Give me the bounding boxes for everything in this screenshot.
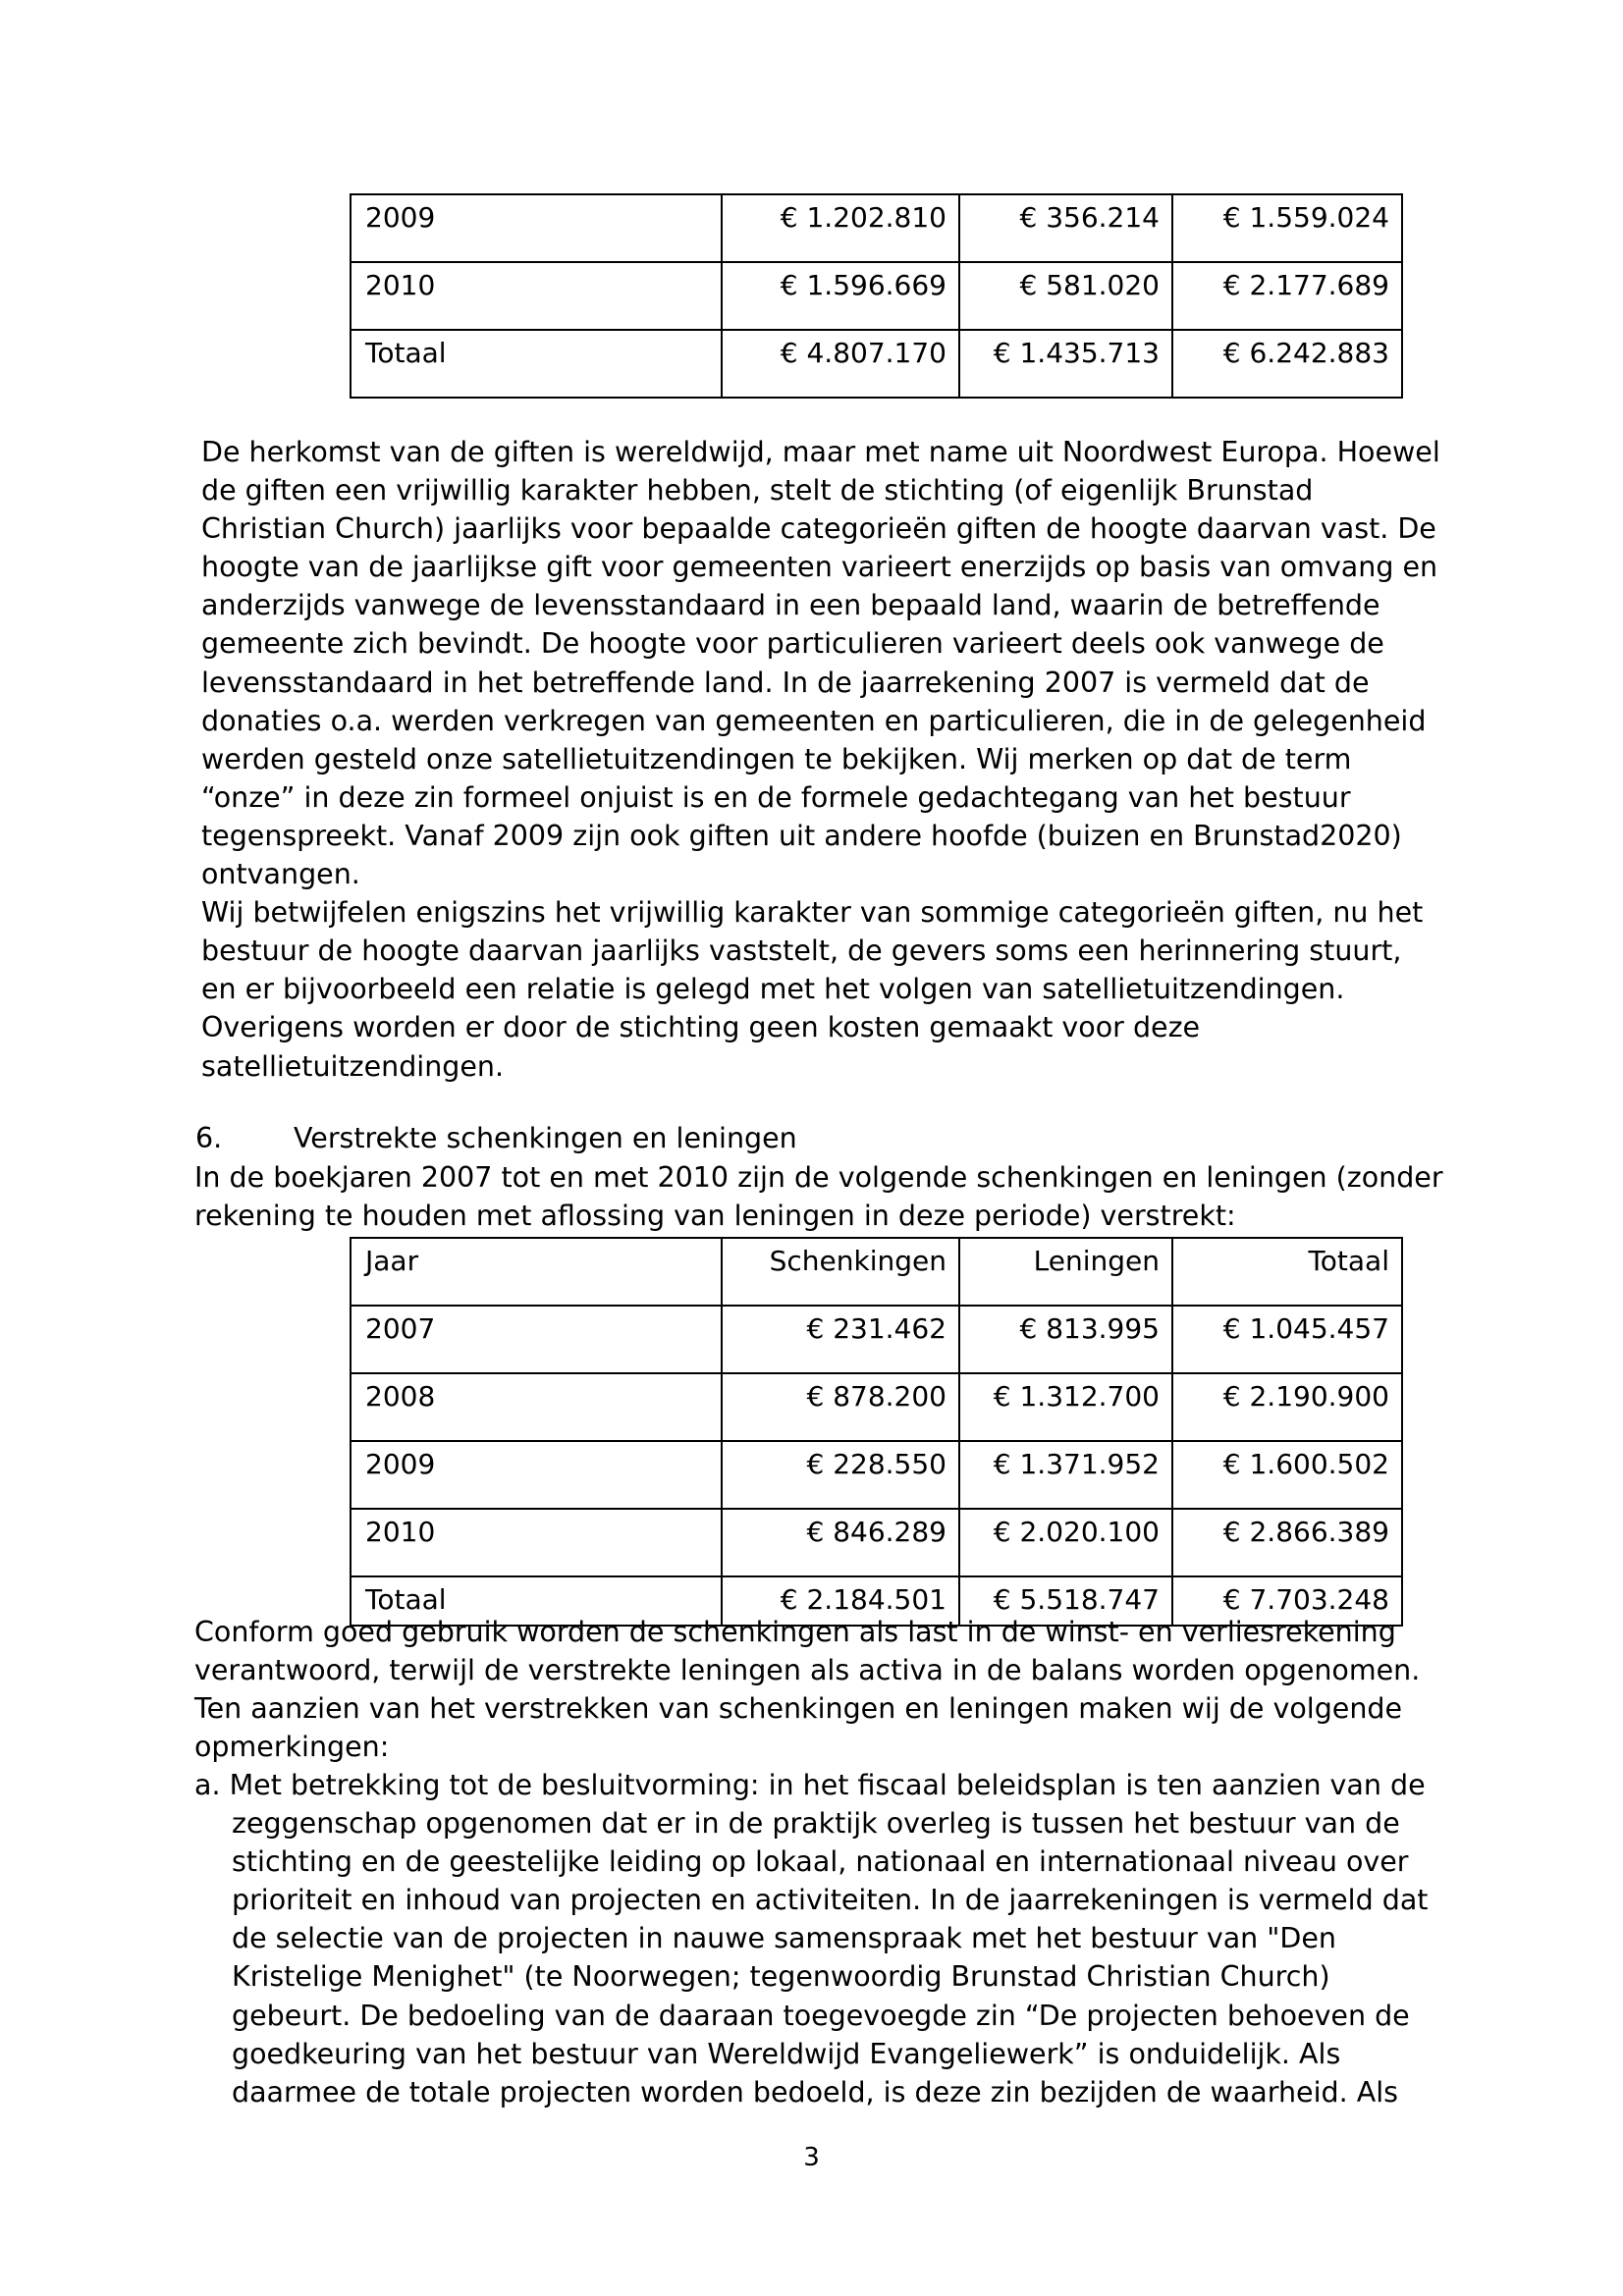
table-cell: 2010: [351, 262, 722, 330]
table-row: [351, 194, 1402, 262]
text-line: Conform goed gebruik worden de schenkingen als last in de winst- en verliesrekening: [194, 1616, 1396, 1648]
text-line: a. Met betrekking tot de besluitvorming: in het fiscaal beleidsplan is ten aanzien van de: [194, 1769, 1426, 1801]
text-line: stichting en de geestelijke leiding op lokaal, nationaal en internationaal niveau over: [232, 1845, 1409, 1879]
column-header: Schenkingen: [722, 1238, 959, 1306]
text-line: donaties o.a. werden verkregen van gemeenten en particulieren, die in de gelegenheid: [201, 704, 1427, 737]
table-cell: € 1.435.713: [959, 330, 1172, 398]
text-line: opmerkingen:: [194, 1731, 390, 1764]
text-line: zeggenschap opgenomen dat er in de praktijk overleg is tussen het bestuur van de: [232, 1807, 1400, 1841]
table-cell: € 1.596.669: [722, 262, 959, 330]
table-cell: € 581.020: [959, 262, 1172, 330]
page-number: 3: [803, 2143, 820, 2172]
text-line: verantwoord, terwijl de verstrekte leningen als activa in de balans worden opgenomen.: [194, 1654, 1421, 1687]
text-line: tegenspreekt. Vanaf 2009 zijn ook giften uit andere hoofde (buizen en Brunstad2020): [201, 819, 1402, 852]
text-line: levensstandaard in het betreffende land. In de jaarrekening 2007 is vermeld dat de: [201, 666, 1370, 699]
table-cell: € 1.045.457: [1172, 1306, 1402, 1373]
list-item-a: [194, 1766, 1428, 2111]
text-line: Kristelige Menighet" (te Noorwegen; tegenwoordig Brunstad Christian Church): [232, 1960, 1330, 1994]
table-cell: € 231.462: [722, 1306, 959, 1373]
text-line: daarmee de totale projecten worden bedoeld, is deze zin bezijden de waarheid. Als: [232, 2075, 1398, 2109]
table-cell: € 2.184.501: [722, 1576, 959, 1626]
table-cell: € 356.214: [959, 194, 1172, 262]
section-heading: [195, 1119, 797, 1157]
table-cell: € 2.020.100: [959, 1509, 1172, 1576]
text-line: satellietuitzendingen.: [201, 1049, 505, 1083]
table-header-row: [351, 1238, 1402, 1306]
table-row: [351, 1509, 1402, 1576]
table-cell: 2010: [351, 1509, 722, 1576]
table-cell: € 1.312.700: [959, 1373, 1172, 1441]
column-header: Leningen: [959, 1238, 1172, 1306]
table-row: [351, 1441, 1402, 1509]
table-cell: € 1.600.502: [1172, 1441, 1402, 1509]
text-line: gemeente zich bevindt. De hoogte voor particulieren varieert deels ook vanwege de: [201, 627, 1384, 661]
text-line: werden gesteld onze satellietuitzendingen te bekijken. Wij merken op dat de term: [201, 742, 1352, 775]
donations-table: [350, 193, 1403, 399]
text-line: prioriteit en inhoud van projecten en activiteiten. In de jaarrekeningen is vermeld dat: [232, 1884, 1429, 1917]
table-cell: € 6.242.883: [1172, 330, 1402, 398]
table-cell: € 2.866.389: [1172, 1509, 1402, 1576]
text-line: Wij betwijfelen enigszins het vrijwillig karakter van sommige categorieën giften, nu het: [201, 896, 1424, 930]
text-line: goedkeuring van het bestuur van Wereldwijd Evangeliewerk” is onduidelijk. Als: [232, 2037, 1341, 2070]
text-line: de giften een vrijwillig karakter hebben, stelt de stichting (of eigenlijk Brunstad: [201, 474, 1314, 507]
text-line: bestuur de hoogte daarvan jaarlijks vaststelt, de gevers soms een herinnering stuurt,: [201, 934, 1402, 968]
paragraph-loans-intro: [194, 1158, 1443, 1235]
table-cell: € 5.518.747: [959, 1576, 1172, 1626]
text-line: anderzijds vanwege de levensstandaard in een bepaald land, waarin de betreffende: [201, 589, 1380, 622]
text-line: “onze” in deze zin formeel onjuist is en de formele gedachtegang van het bestuur: [201, 780, 1351, 814]
table-row: [351, 262, 1402, 330]
section-title: Verstrekte schenkingen en leningen: [294, 1122, 797, 1154]
table-cell: € 228.550: [722, 1441, 959, 1509]
text-line: rekening te houden met aflossing van leningen in deze periode) verstrekt:: [194, 1200, 1236, 1233]
text-line: hoogte van de jaarlijkse gift voor gemeenten varieert enerzijds op basis van omvang en: [201, 551, 1438, 584]
table-cell: 2009: [351, 1441, 722, 1509]
text-line: en er bijvoorbeeld een relatie is gelegd met het volgen van satellietuitzendingen.: [201, 973, 1345, 1006]
table-cell: € 4.807.170: [722, 330, 959, 398]
table-cell: € 878.200: [722, 1373, 959, 1441]
text-line: In de boekjaren 2007 tot en met 2010 zijn de volgende schenkingen en leningen (zonder: [194, 1161, 1443, 1194]
section-number: 6.: [195, 1122, 223, 1154]
table-row: [351, 1373, 1402, 1441]
column-header: Jaar: [351, 1238, 722, 1306]
table-cell: € 1.202.810: [722, 194, 959, 262]
text-line: Overigens worden er door de stichting geen kosten gemaakt voor deze: [201, 1011, 1201, 1044]
paragraph-donations-origin: [201, 433, 1440, 1086]
table-cell: 2008: [351, 1373, 722, 1441]
table-cell: € 1.559.024: [1172, 194, 1402, 262]
paragraph-accounting: [194, 1613, 1420, 1766]
table-cell: Totaal: [351, 1576, 722, 1626]
table-cell: € 1.371.952: [959, 1441, 1172, 1509]
table-row: [351, 1306, 1402, 1373]
table-cell: € 7.703.248: [1172, 1576, 1402, 1626]
text-line: Ten aanzien van het verstrekken van schenkingen en leningen maken wij de volgende: [194, 1692, 1403, 1726]
table-cell: € 846.289: [722, 1509, 959, 1576]
table-cell: Totaal: [351, 330, 722, 398]
text-line: gebeurt. De bedoeling van de daaraan toegevoegde zin “De projecten behoeven de: [232, 1999, 1410, 2032]
table-cell: € 813.995: [959, 1306, 1172, 1373]
column-header: Totaal: [1172, 1238, 1402, 1306]
text-line: Christian Church) jaarlijks voor bepaalde categorieën giften de hoogte daarvan vast. De: [201, 512, 1436, 546]
text-line: de selectie van de projecten in nauwe samenspraak met het bestuur van "Den: [232, 1922, 1336, 1955]
text-line: ontvangen.: [201, 858, 360, 891]
text-line: De herkomst van de giften is wereldwijd, maar met name uit Noordwest Europa. Hoewel: [201, 436, 1440, 468]
table-cell: € 2.177.689: [1172, 262, 1402, 330]
table-cell: 2007: [351, 1306, 722, 1373]
gifts-loans-table: [350, 1237, 1403, 1627]
table-cell: € 2.190.900: [1172, 1373, 1402, 1441]
table-row: [351, 330, 1402, 398]
table-cell: 2009: [351, 194, 722, 262]
